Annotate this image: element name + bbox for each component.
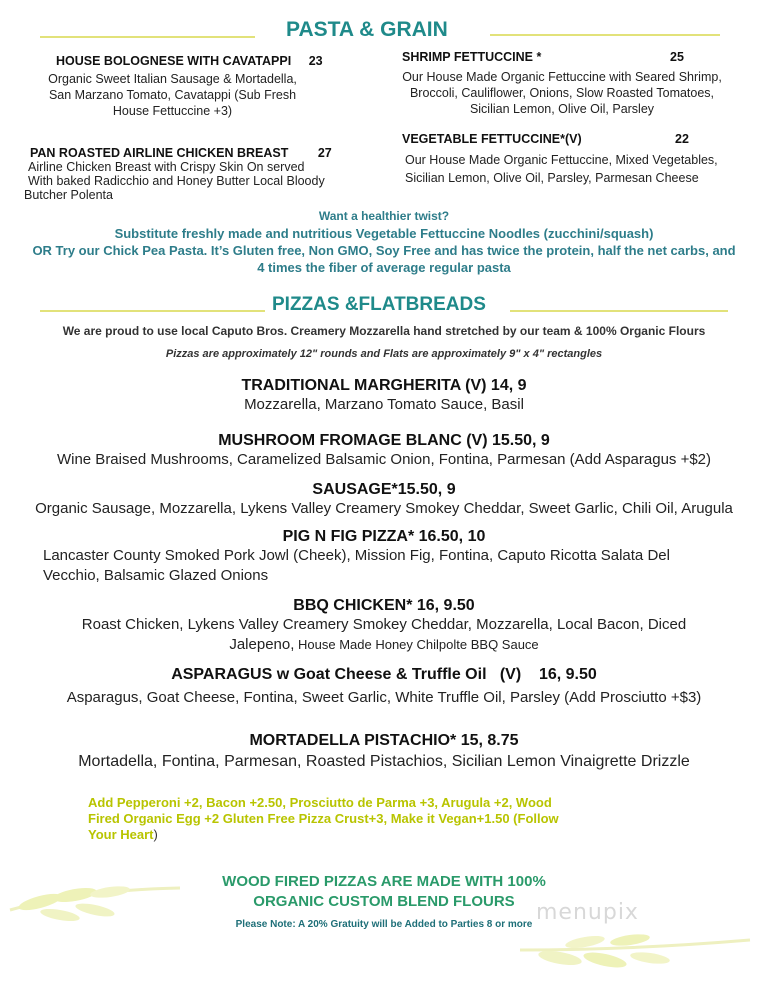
pizza-addons: Add Pepperoni +2, Bacon +2.50, Prosciutto de Parma +3, Arugula +2, Wood Fired Organic Egg +2 Gluten Free Pizza Crust+3, Make it Vegan+1.50 (Follow Your Heart) — [88, 795, 559, 842]
pizza-desc: Asparagus, Goat Cheese, Fontina, Sweet Garlic, White Truffle Oil, Parsley (Add Prosciutto +$3) — [66, 689, 702, 706]
pizza-item-pig-n-fig — [0, 528, 768, 586]
pasta-rule-right — [490, 34, 720, 36]
pizza-item-asparagus — [0, 666, 768, 708]
pizza-item-bbq-chicken — [0, 597, 768, 655]
menu-item-vegetable-fettuccine — [402, 132, 742, 187]
pizza-name: MUSHROOM FROMAGE BLANC (V) 15.50, 9 — [218, 432, 550, 449]
menupix-watermark: menupix — [536, 900, 639, 925]
pizza-name: MORTADELLA PISTACHIO* 15, 8.75 — [249, 732, 519, 749]
menu-item-bolognese — [40, 54, 330, 119]
pizza-desc: Wine Braised Mushrooms, Caramelized Balsamic Onion, Fontina, Parmesan (Add Asparagus +$2) — [56, 451, 712, 468]
menu-item-shrimp-fettuccine — [402, 50, 742, 117]
gratuity-note: Please Note: A 20% Gratuity will be Added to Parties 8 or more — [235, 919, 533, 930]
menu-item-airline-chicken — [24, 146, 344, 202]
pizza-desc-line: Jalepeno, House Made Honey Chilpolte BBQ Sauce — [229, 636, 539, 653]
item-name: HOUSE BOLOGNESE WITH CAVATAPPI 23 — [56, 54, 323, 68]
pizza-addons-line: Your Heart) — [88, 827, 158, 842]
item-price: 23 — [308, 54, 323, 68]
pizza-sizes: Pizzas are approximately 12" rounds and Flats are approximately 9" x 4" rectangles — [165, 348, 603, 360]
pizza-desc: Lancaster County Smoked Pork Jowl (Cheek), Mission Fig, Fontina, Caputo Ricotta Salata Del Vecchio, Balsamic Glazed Onions — [43, 547, 670, 584]
pizza-item-mushroom — [0, 432, 768, 470]
pizza-rule-left — [40, 310, 265, 312]
pasta-rule-left — [40, 36, 255, 38]
pizza-intro: We are proud to use local Caputo Bros. Creamery Mozzarella hand stretched by our team & 100% Organic Flours — [62, 324, 706, 338]
pizza-desc: Organic Sausage, Mozzarella, Lykens Valley Creamery Smokey Cheddar, Sweet Garlic, Chili Oil, Arugula — [35, 500, 733, 517]
pizza-rule-right — [510, 310, 728, 312]
pizza-name: ASPARAGUS w Goat Cheese & Truffle Oil (V) 16, 9.50 — [171, 666, 597, 683]
item-desc: Our House Made Organic Fettuccine with Seared Shrimp, Broccoli, Cauliflower, Onions, Slow Roasted Tomatoes, Sicilian Lemon, Olive Oil, Parsley — [402, 70, 722, 116]
pizza-name: SAUSAGE*15.50, 9 — [312, 481, 456, 498]
pizza-desc: Mozzarella, Marzano Tomato Sauce, Basil — [244, 396, 524, 413]
pizza-item-margherita — [0, 377, 768, 415]
footer-flour-note: WOOD FIRED PIZZAS ARE MADE WITH 100% ORGANIC CUSTOM BLEND FLOURS — [222, 873, 546, 910]
item-name: PAN ROASTED AIRLINE CHICKEN BREAST 27 — [30, 146, 332, 160]
item-price: 25 — [670, 50, 684, 64]
item-desc: Organic Sweet Italian Sausage & Mortadella, San Marzano Tomato, Cavatappi (Sub Fresh House Fettuccine +3) — [48, 72, 297, 118]
pizza-item-mortadella — [0, 732, 768, 772]
item-name: SHRIMP FETTUCCINE * 25 — [402, 50, 684, 64]
pizza-item-sausage — [0, 481, 768, 519]
item-price: 22 — [675, 132, 689, 146]
healthier-twist-note: Want a healthier twist? Substitute freshly made and nutritious Vegetable Fettuccine Noodles (zucchini/squash) OR Try our Chick Pea Pasta. It’s Gluten free, Non GMO, Soy Free and has twice the protein, half the net carbs, and 4 times the fiber of average regular pasta — [32, 209, 736, 275]
item-price: 27 — [317, 146, 332, 160]
pizza-name: PIG N FIG PIZZA* 16.50, 10 — [282, 528, 486, 545]
item-name: VEGETABLE FETTUCCINE*(V) 22 — [402, 132, 689, 146]
item-desc: Our House Made Organic Fettuccine, Mixed Vegetables, Sicilian Lemon, Olive Oil, Parsley, Parmesan Cheese — [405, 153, 718, 185]
pizza-name: BBQ CHICKEN* 16, 9.50 — [293, 597, 475, 614]
pizza-name: TRADITIONAL MARGHERITA (V) 14, 9 — [241, 377, 527, 394]
item-desc: Airline Chicken Breast with Crispy Skin On served With baked Radicchio and Honey Butter Local Bloody Butcher Polenta — [24, 160, 325, 202]
pizza-desc: Roast Chicken, Lykens Valley Creamery Smokey Cheddar, Mozzarella, Local Bacon, Diced Jalepeno, House Made Honey Chilpolte BBQ Sauce — [0, 615, 768, 655]
pizza-desc: Mortadella, Fontina, Parmesan, Roasted Pistachios, Sicilian Lemon Vinaigrette Drizzle — [78, 753, 690, 770]
pasta-section-title: PASTA & GRAIN — [286, 18, 448, 41]
wheat-decoration-right — [510, 920, 760, 990]
pizza-section-title: PIZZAS &FLATBREADS — [272, 294, 486, 315]
